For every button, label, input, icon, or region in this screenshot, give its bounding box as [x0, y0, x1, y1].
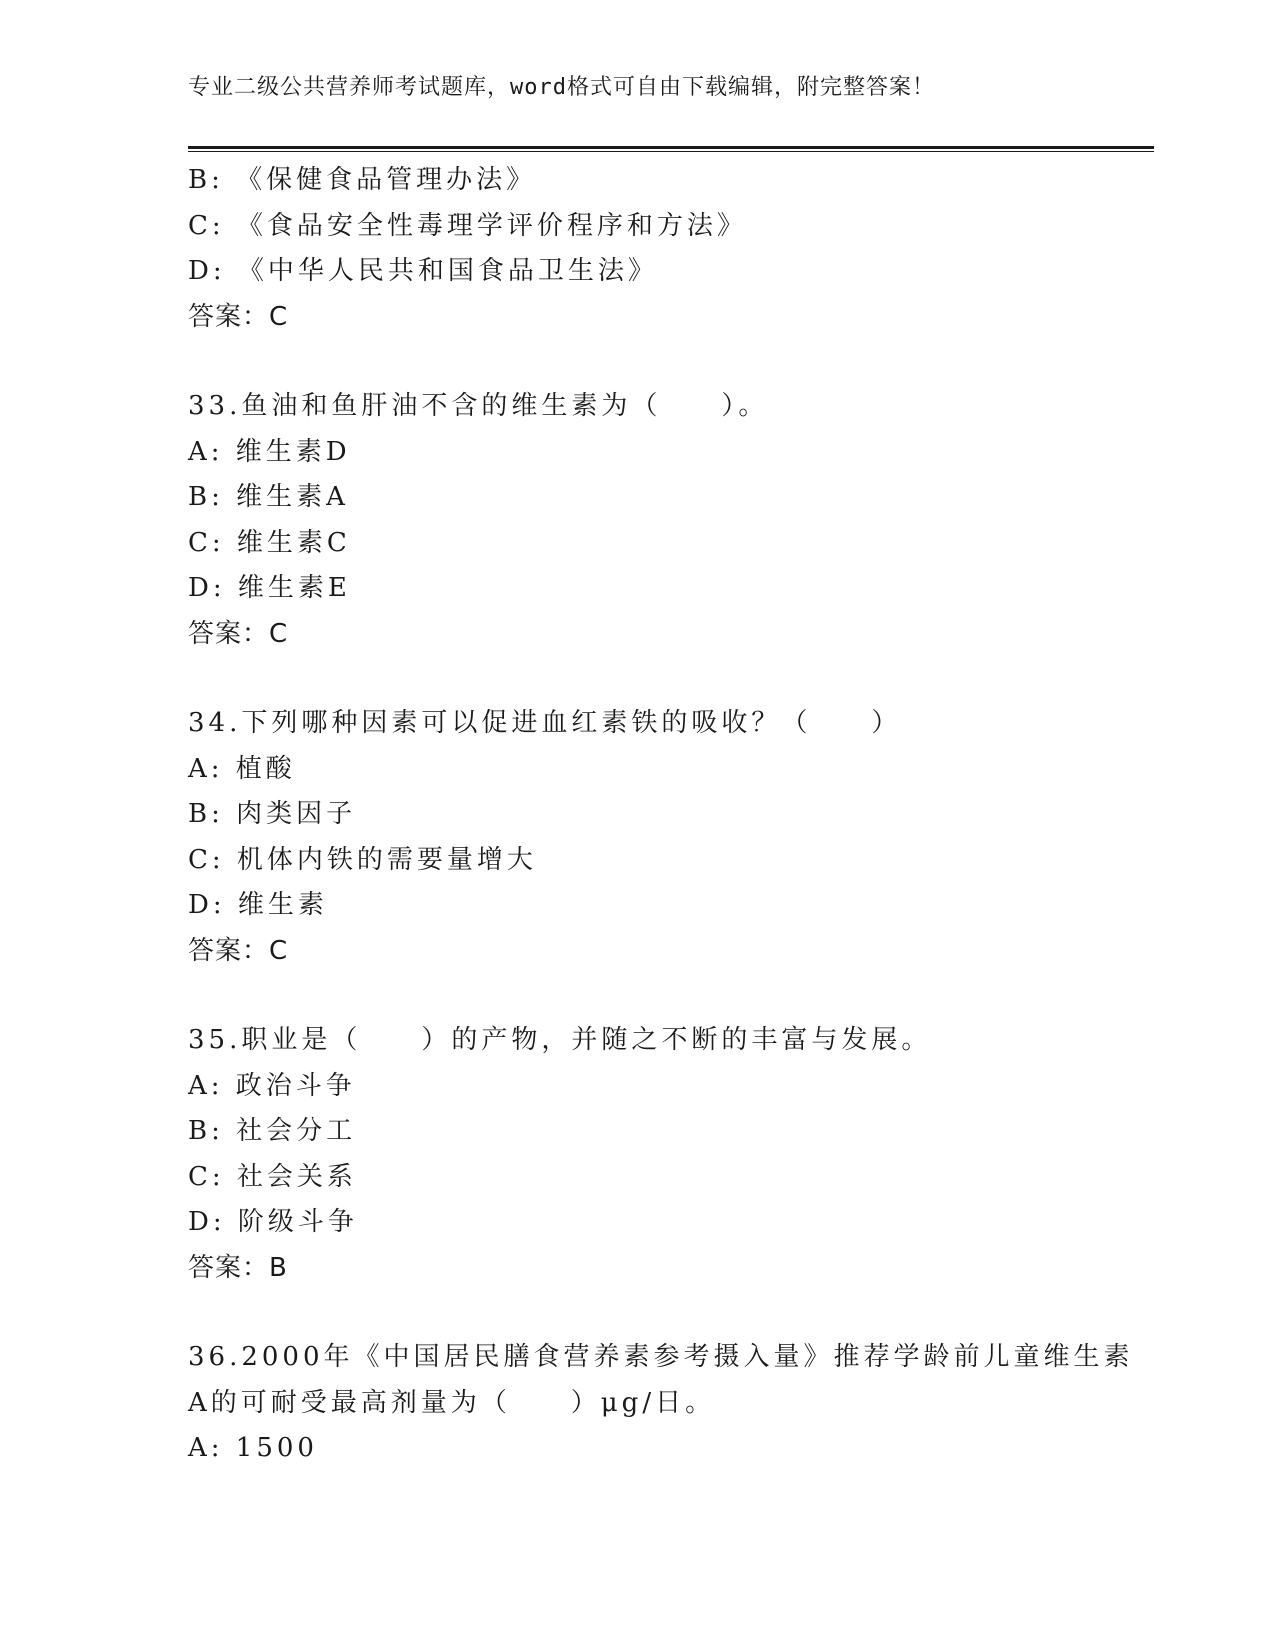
answer-line: 答案：C	[188, 301, 289, 332]
spacer	[188, 340, 1088, 384]
header-rule-thin	[188, 151, 1154, 152]
option-d: D: 阶级斗争	[188, 1207, 358, 1237]
option-a: A: 政治斗争	[188, 1070, 356, 1101]
option-c: C: 社会关系	[188, 1161, 357, 1192]
spacer	[188, 974, 1088, 1018]
header-rule-thick	[188, 146, 1154, 149]
option-d: D: 《中华人民共和国食品卫生法》	[188, 256, 658, 286]
spacer	[188, 657, 1088, 701]
option-c: C: 机体内铁的需要量增大	[188, 844, 537, 875]
option-d: D: 维生素E	[188, 573, 351, 603]
option-b: B: 社会分工	[188, 1116, 357, 1146]
option-d: D: 维生素	[188, 890, 328, 920]
question-stem: 35.职业是（ ）的产物，并随之不断的丰富与发展。	[188, 1025, 932, 1055]
option-a: A: 1500	[188, 1433, 318, 1463]
option-b: B: 肉类因子	[188, 799, 357, 829]
question-stem: 34.下列哪种因素可以促进血红素铁的吸收？（ ）	[188, 708, 902, 738]
question-stem-line-1: 36.2000年《中国居民膳食营养素参考摄入量》推荐学龄前儿童维生素	[188, 1342, 1134, 1372]
option-c: C: 维生素C	[188, 527, 351, 558]
page-header: 专业二级公共营养师考试题库，word格式可自由下载编辑，附完整答案！	[188, 75, 935, 100]
option-b: B: 维生素A	[188, 482, 349, 512]
option-a: A: 植酸	[188, 753, 296, 784]
answer-line: 答案：C	[188, 618, 289, 649]
question-stem-line-2: A的可耐受最高剂量为（ ）μg/日。	[188, 1387, 716, 1418]
question-list	[188, 158, 1134, 1472]
answer-line: 答案：C	[188, 935, 289, 966]
option-a: A: 维生素D	[188, 436, 351, 467]
question-stem: 33.鱼油和鱼肝油不含的维生素为（ ）。	[188, 391, 769, 421]
answer-line: 答案：B	[188, 1252, 288, 1283]
spacer	[188, 1291, 1088, 1335]
option-c: C: 《食品安全性毒理学评价程序和方法》	[188, 210, 747, 241]
option-b: B: 《保健食品管理办法》	[188, 165, 537, 195]
